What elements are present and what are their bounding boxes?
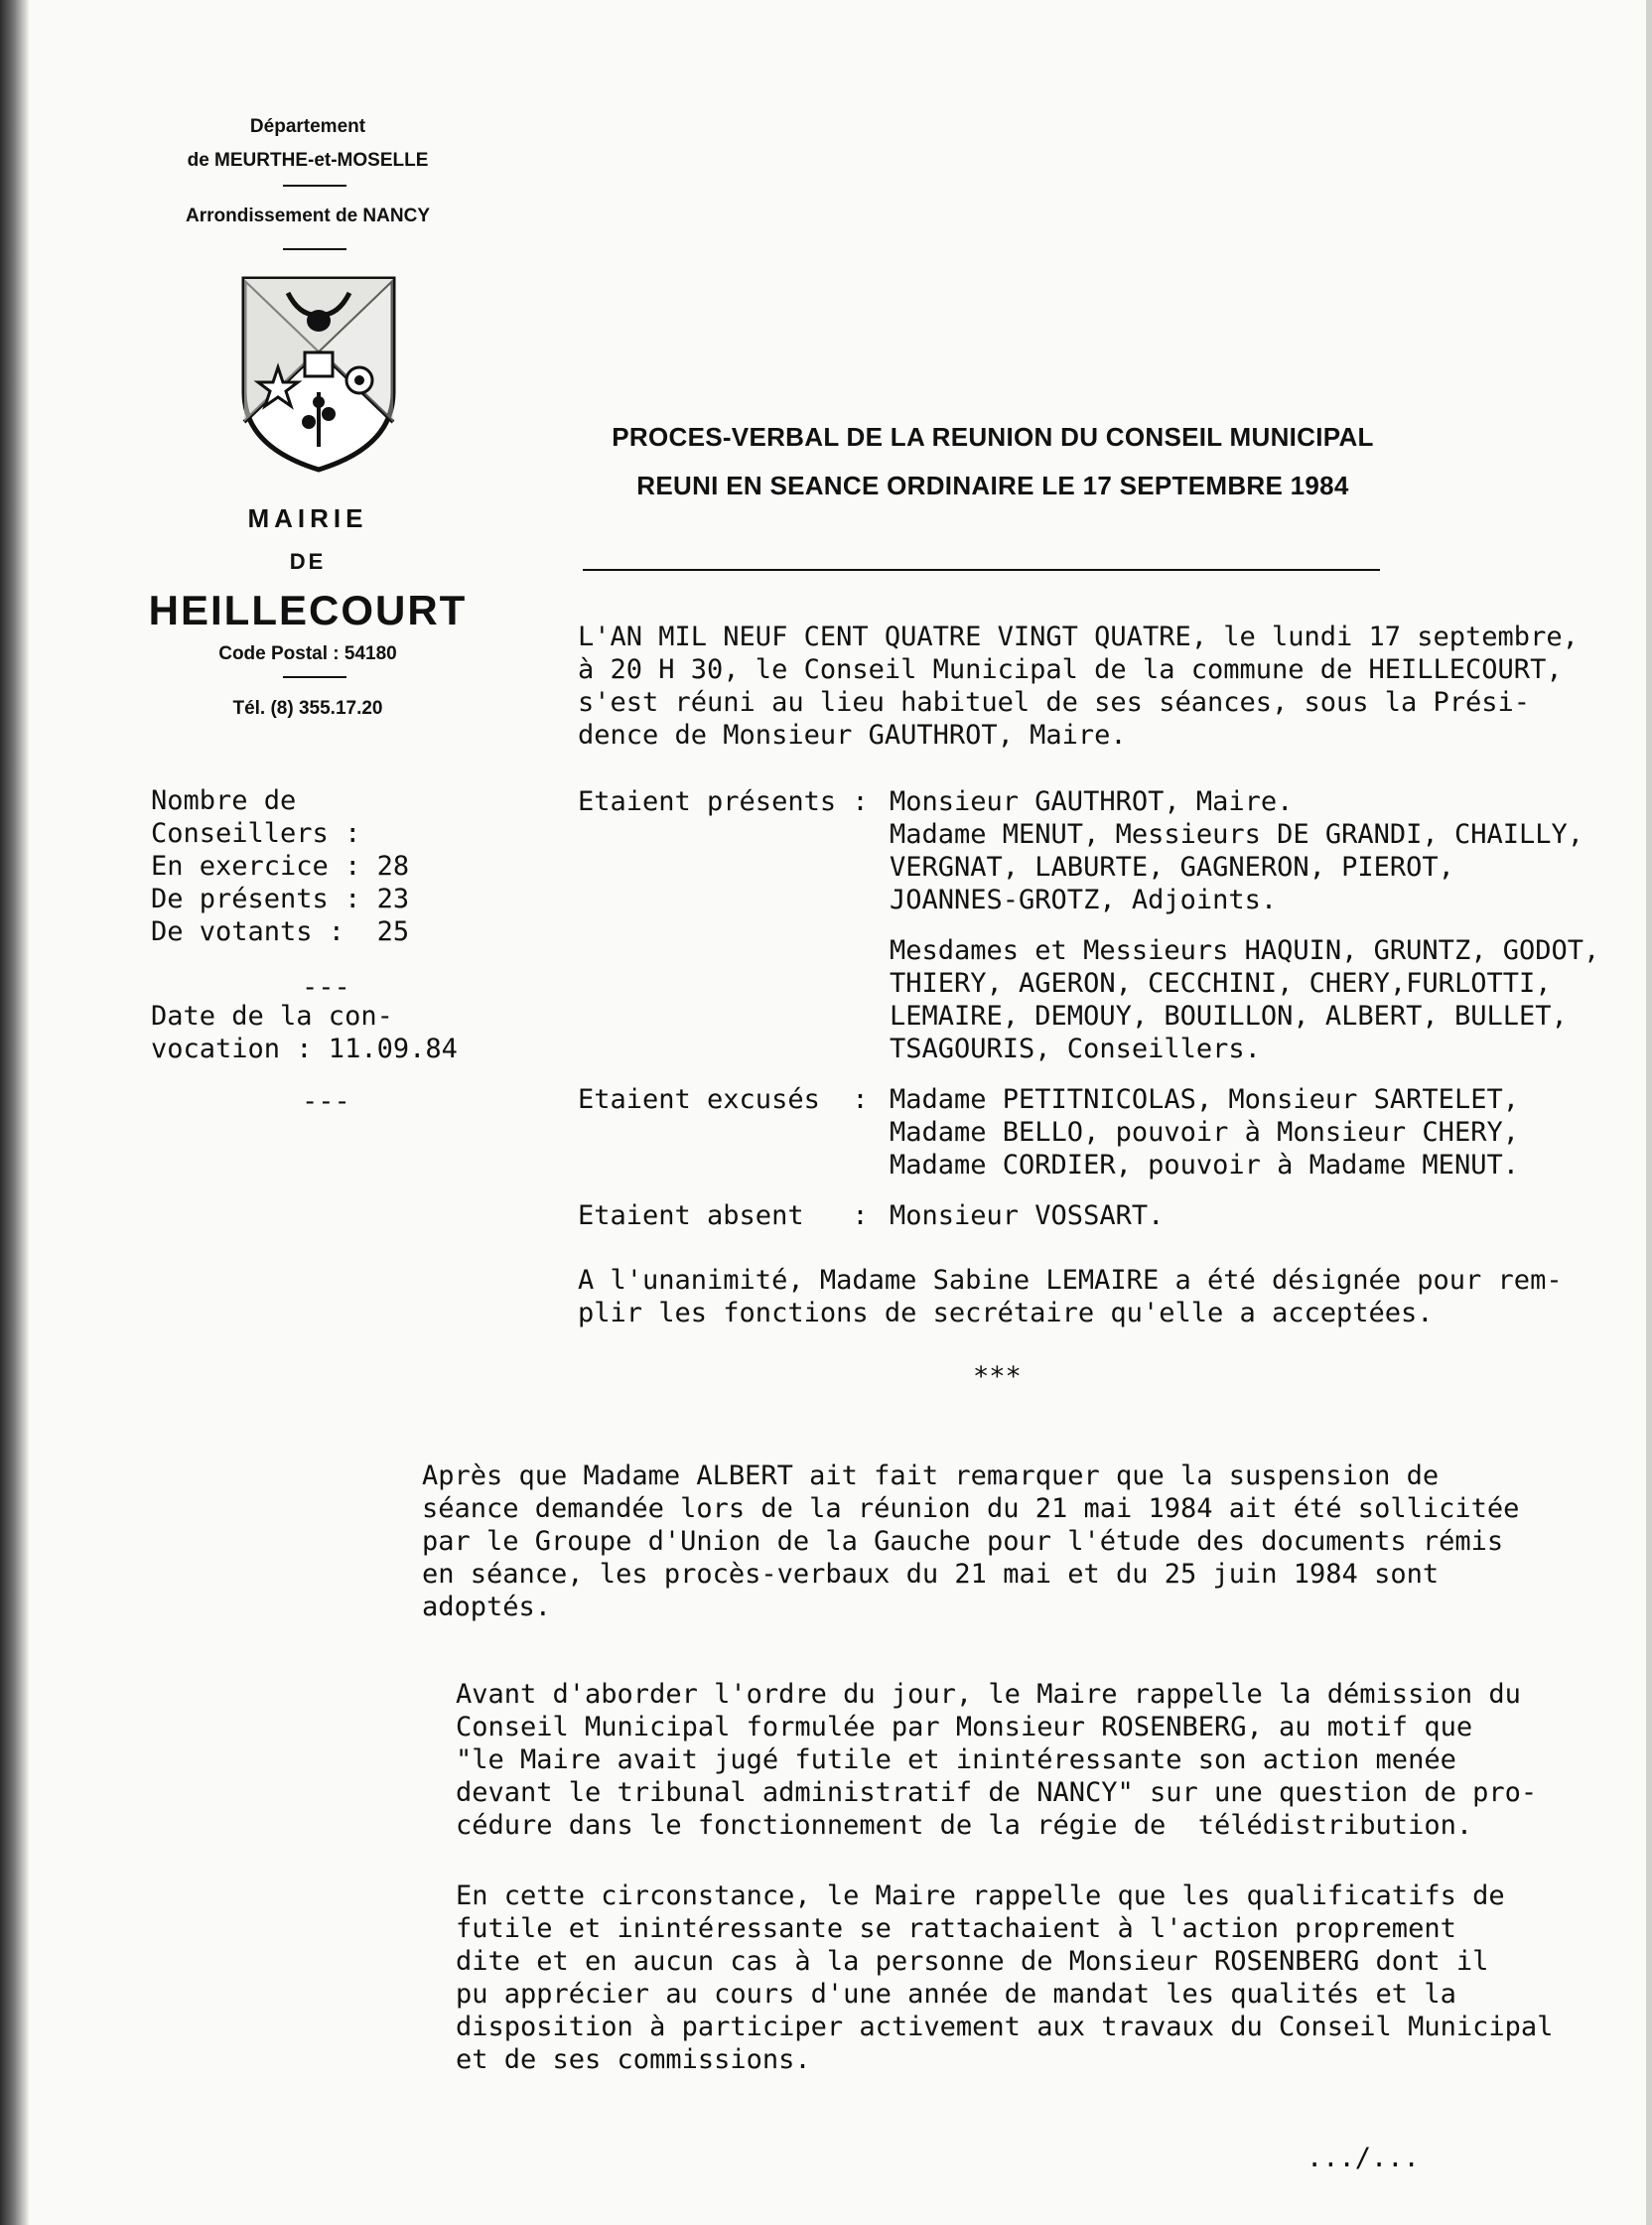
text-line: Madame CORDIER, pouvoir à Madame MENUT. [890,1150,1519,1181]
text-line: futile et inintéressante se rattachaient à l'action proprement [456,1913,1456,1944]
text-line: devant le tribunal administratif de NANCY" sur une question de pro- [456,1777,1538,1808]
presents-label: Etaient présents : [578,786,869,817]
de-label: DE [289,549,327,574]
text-line: Madame MENUT, Messieurs DE GRANDI, CHAILLY, [890,819,1583,850]
text-line: THIERY, AGERON, CECCHINI, CHERY,FURLOTTI, [890,968,1552,999]
absent-label: Etaient absent : [578,1200,869,1231]
text-line: disposition à participer activement aux travaux du Conseil Municipal [456,2012,1554,2042]
arrondissement: Arrondissement de NANCY [186,206,430,226]
text-line: Conseil Municipal formulée par Monsieur ROSENBERG, au motif que [456,1712,1473,1742]
continuation-mark: .../... [1307,2143,1420,2173]
coat-of-arms-icon [238,273,399,477]
text-line: Madame BELLO, pouvoir à Monsieur CHERY, [890,1117,1519,1148]
convocation-line: vocation : 11.09.84 [151,1034,458,1064]
text-line: Avant d'aborder l'ordre du jour, le Maire rappelle la démission du [456,1679,1521,1710]
text-line: séance demandée lors de la réunion du 21 mai 1984 ait été sollicitée [422,1493,1520,1524]
albert-paragraph [422,1460,1519,1623]
text-line: dence de Monsieur GAUTHROT, Maire. [578,720,1127,751]
council-counts [151,784,409,948]
text-line: cédure dans le fonctionnement de la régie de télédistribution. [456,1810,1473,1841]
town-name: HEILLECOURT [148,587,468,633]
text-line: LEMAIRE, DEMOUY, BOUILLON, ALBERT, BULLET, [890,1001,1568,1032]
divider [283,676,346,678]
text-line: plir les fonctions de secrétaire qu'elle a acceptées. [578,1298,1434,1328]
secretary-paragraph [578,1264,1563,1329]
circonstance-paragraph [456,1879,1553,2076]
text-line: A l'unanimité, Madame Sabine LEMAIRE a été désignée pour rem- [578,1265,1563,1296]
scan-edge-left [0,0,30,2225]
text-line: "le Maire avait jugé futile et inintéressante son action menée [456,1744,1456,1775]
count-line: Conseillers : [151,818,361,849]
text-line: Mesdames et Messieurs HAQUIN, GRUNTZ, GODOT, [890,935,1600,966]
text-line: et de ses commissions. [456,2044,811,2075]
intro-paragraph [578,621,1579,752]
text-line: En cette circonstance, le Maire rappelle que les qualificatifs de [456,1880,1505,1911]
department-name: de MEURTHE-et-MOSELLE [187,150,429,171]
convocation-line: Date de la con- [151,1001,393,1032]
count-line: De présents : 23 [151,884,410,914]
count-line: En exercice : 28 [151,851,410,882]
divider [283,248,346,250]
text-line: à 20 H 30, le Conseil Municipal de la commune de HEILLECOURT, [578,654,1563,685]
page-subtitle: REUNI EN SEANCE ORDINAIRE LE 17 SEPTEMBRE 1984 [636,471,1349,500]
section-separator: *** [973,1361,1022,1392]
text-line: dite et en aucun cas à la personne de Monsieur ROSENBERG dont il [456,1946,1489,1977]
absent-list: Monsieur VOSSART. [890,1200,1165,1231]
convocation-date [151,1000,458,1065]
scan-edge-right [1646,0,1652,2225]
title-underline [583,569,1380,571]
text-line: Monsieur GAUTHROT, Maire. [890,786,1294,817]
separator: --- [302,972,350,1003]
rosenberg-paragraph [456,1678,1537,1842]
text-line: en séance, les procès-verbaux du 21 mai et du 25 juin 1984 sont [422,1559,1440,1590]
text-line: par le Groupe d'Union de la Gauche pour l'étude des documents rémis [422,1526,1504,1557]
count-line: Nombre de [151,785,297,816]
postal-code: Code Postal : 54180 [218,643,397,664]
text-line: L'AN MIL NEUF CENT QUATRE VINGT QUATRE, le lundi 17 septembre, [578,622,1579,652]
excuses-label: Etaient excusés : [578,1084,869,1115]
separator: --- [302,1086,350,1117]
count-line: De votants : 25 [151,916,410,947]
text-line: Après que Madame ALBERT ait fait remarquer que la suspension de [422,1460,1440,1491]
presents-adjoints [890,785,1583,916]
mairie-label: MAIRIE [247,503,368,533]
text-line: s'est réuni au lieu habituel de ses séances, sous la Prési- [578,687,1531,718]
text-line: adoptés. [422,1592,552,1622]
phone: Tél. (8) 355.17.20 [232,698,383,719]
presents-conseillers [890,934,1599,1065]
page-title: PROCES-VERBAL DE LA REUNION DU CONSEIL MUNICIPAL [612,422,1374,452]
excuses-list [890,1083,1519,1182]
text-line: VERGNAT, LABURTE, GAGNERON, PIEROT, [890,852,1454,883]
text-line: JOANNES-GROTZ, Adjoints. [890,885,1278,915]
department-label: Département [249,116,366,137]
text-line: pu apprécier au cours d'une année de mandat les qualités et la [456,1979,1456,2010]
text-line: TSAGOURIS, Conseillers. [890,1034,1261,1064]
text-line: Madame PETITNICOLAS, Monsieur SARTELET, [890,1084,1519,1115]
divider [283,185,346,187]
